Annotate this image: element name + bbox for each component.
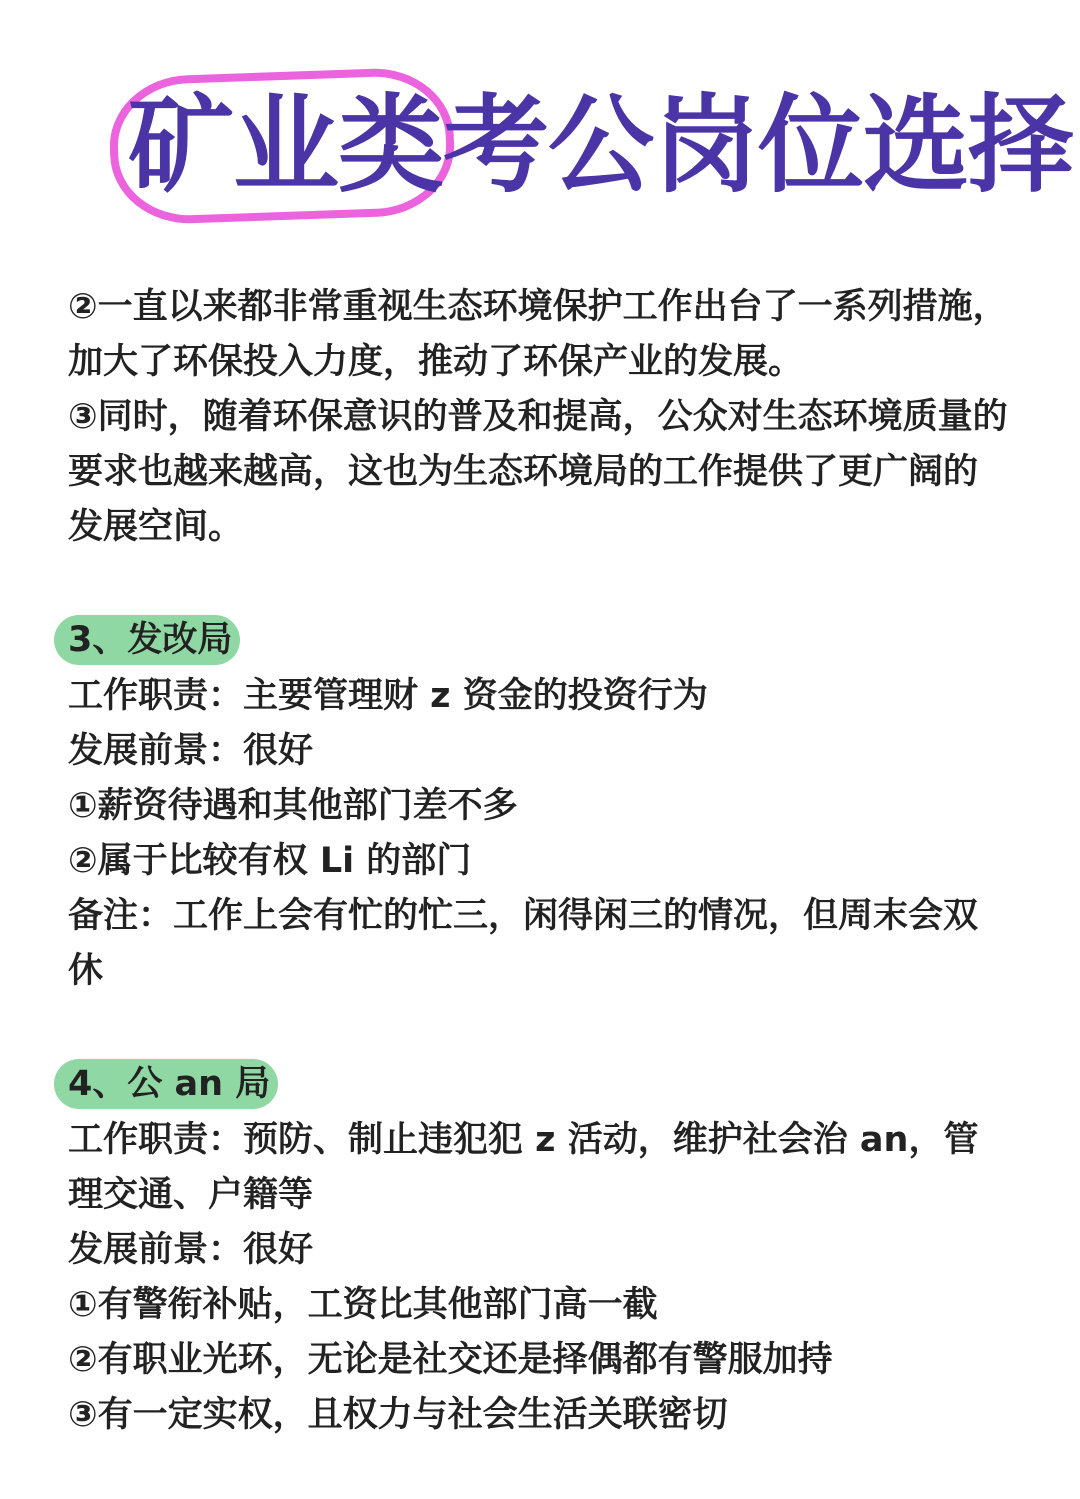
- list-item: ②有职业光环，无论是社交还是择偶都有警服加持: [68, 1340, 833, 1380]
- intro-paragraph-2: ②一直以来都非常重视生态环境保护工作出台了一系列措施，加大了环保投入力度，推动了环保产业的发展。: [68, 287, 1008, 382]
- list-item: ②属于比较有权 Li 的部门: [68, 841, 472, 881]
- duty-text: 工作职责：主要管理财 z 资金的投资行为: [68, 676, 708, 716]
- list-item: ①薪资待遇和其他部门差不多: [68, 786, 518, 826]
- prospect-text: 发展前景：很好: [68, 731, 314, 771]
- section-development-reform: [68, 615, 1008, 999]
- list-item: ③有一定实权，且权力与社会生活关联密切: [68, 1395, 728, 1435]
- duty-text: 工作职责：预防、制止违犯犯 z 活动，维护社会治 an，管理交通、户籍等: [68, 1120, 979, 1215]
- section-tag: 4、公 an 局: [54, 1059, 278, 1109]
- intro-paragraph-3: ③同时，随着环保意识的普及和提高，公众对生态环境质量的要求也越来越高，这也为生态环境局的工作提供了更广阔的发展空间。: [68, 397, 1008, 547]
- section-public-security: [68, 1059, 1008, 1443]
- note-text: 备注：工作上会有忙的忙三，闲得闲三的情况，但周末会双休: [68, 896, 979, 991]
- content-body: [68, 280, 1008, 1443]
- list-item: ①有警衔补贴，工资比其他部门高一截: [68, 1285, 658, 1325]
- title-area: [0, 62, 1080, 232]
- page-title: 矿业类考公岗位选择: [128, 84, 1073, 207]
- prospect-text: 发展前景：很好: [68, 1230, 314, 1270]
- section-tag: 3、发改局: [54, 615, 240, 665]
